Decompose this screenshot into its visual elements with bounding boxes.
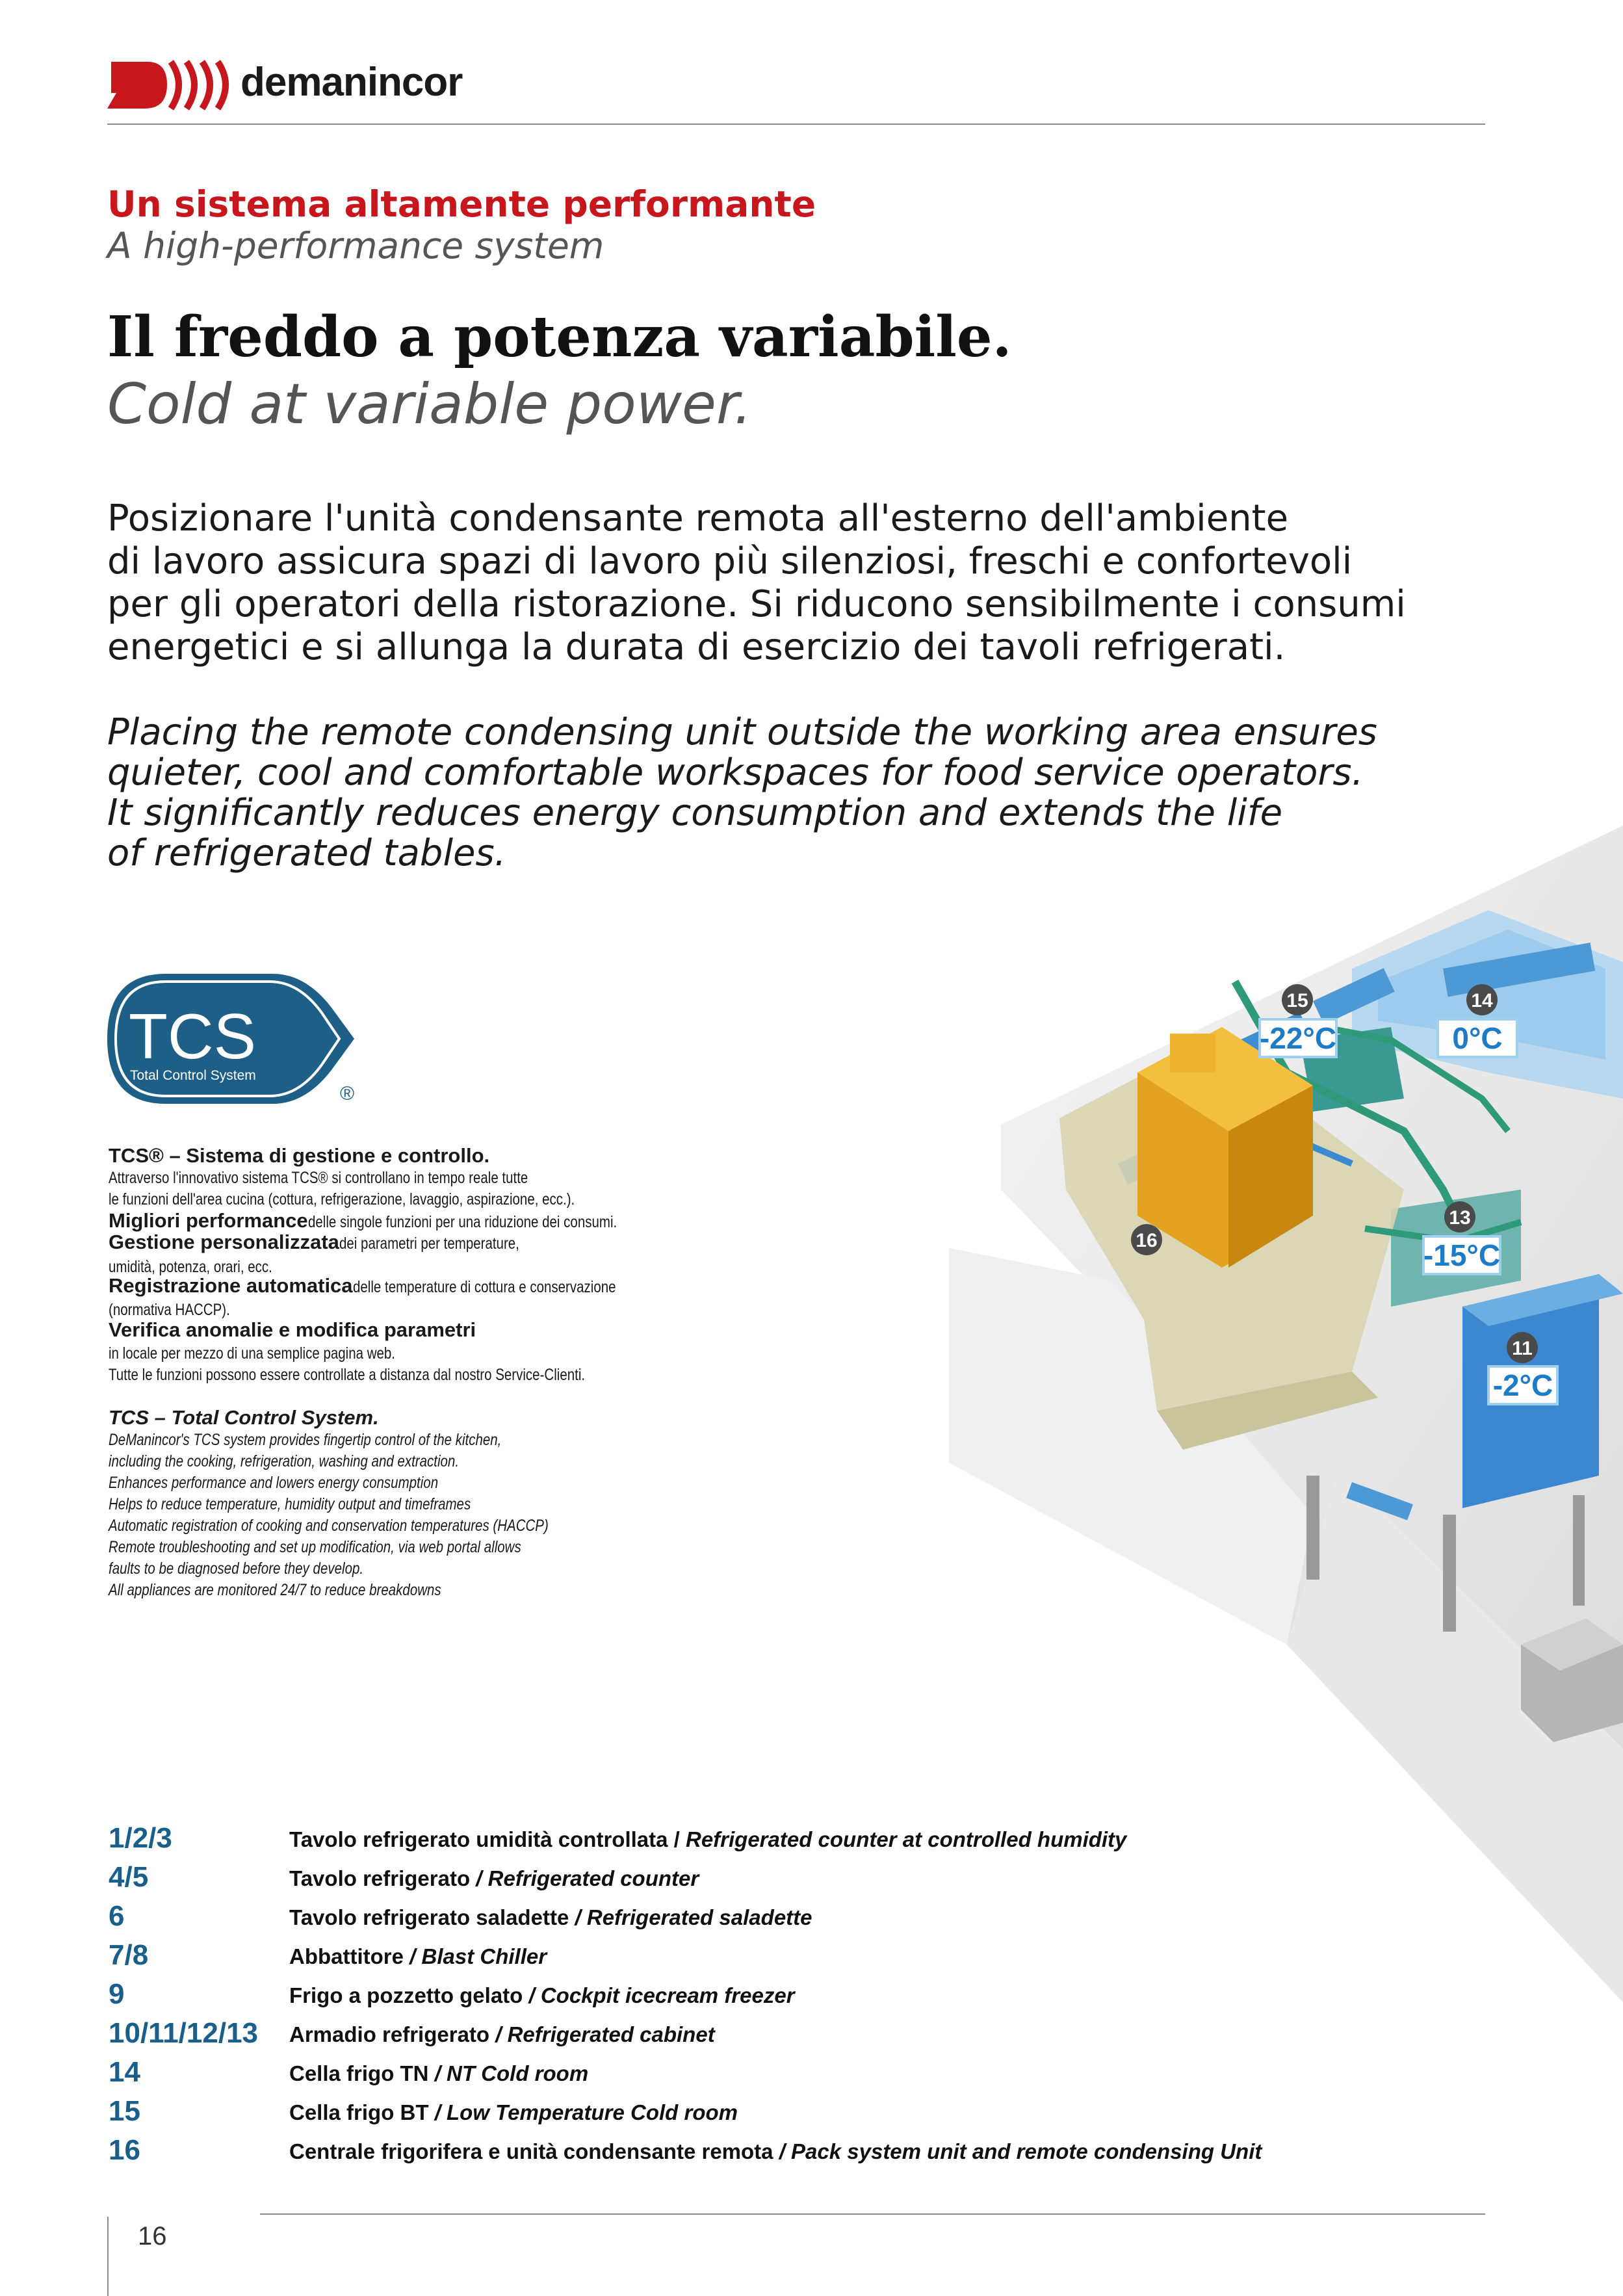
temp-label-cold-room-bt xyxy=(1260,1019,1336,1057)
footer-divider xyxy=(260,2213,1485,2215)
legend-number: 14 xyxy=(109,2056,140,2088)
legend-description xyxy=(289,1983,795,2008)
badge-16 xyxy=(1131,1224,1162,1255)
tcs-title-en: TCS – Total Control System. xyxy=(109,1406,379,1429)
legend-en: / Refrigerated cabinet xyxy=(495,2022,715,2046)
legend-description xyxy=(289,1944,547,1969)
legend-en: Refrigerated counter at controlled humidity xyxy=(685,1827,1127,1851)
legend-it: Abbattitore xyxy=(289,1944,410,1968)
svg-text:16: 16 xyxy=(1136,1230,1158,1251)
svg-text:TCS: TCS xyxy=(129,1000,256,1072)
legend-number: 15 xyxy=(109,2095,140,2127)
svg-text:14: 14 xyxy=(1471,990,1493,1011)
body-it-line: per gli operatori della ristorazione. Si riducono sensibilmente i consumi xyxy=(107,583,1406,625)
tcs-en-line: Automatic registration of cooking and conservation temperatures (HACCP) xyxy=(109,1517,549,1535)
legend-it: Tavolo refrigerato xyxy=(289,1866,476,1890)
registered-mark: ® xyxy=(340,1083,355,1104)
temp-label-cabinet-11 xyxy=(1488,1366,1557,1404)
badge-13 xyxy=(1444,1201,1475,1233)
tcs-feature-text: dei parametri per temperature, xyxy=(339,1234,519,1253)
svg-text:11: 11 xyxy=(1512,1338,1533,1359)
tcs-feature-text: in locale per mezzo di una semplice pagina web. xyxy=(109,1344,396,1363)
legend-number: 4/5 xyxy=(109,1861,149,1893)
tcs-logo xyxy=(104,967,364,1110)
legend-en: / Low Temperature Cold room xyxy=(434,2100,738,2124)
svg-text:13: 13 xyxy=(1449,1207,1471,1229)
tcs-feature-text: (normativa HACCP). xyxy=(109,1301,230,1319)
tcs-feature-text: delle temperature di cottura e conservazione xyxy=(352,1278,616,1296)
legend-description xyxy=(289,2139,1262,2164)
section-subtitle-it: Un sistema altamente performante xyxy=(107,183,816,225)
legend-en: / Refrigerated counter xyxy=(476,1866,699,1890)
brand-mark-icon xyxy=(107,55,237,117)
legend-description xyxy=(289,2022,715,2047)
brand-logo xyxy=(107,55,549,117)
legend-it: Frigo a pozzetto gelato xyxy=(289,1983,529,2007)
tcs-feature-label: Migliori performance xyxy=(109,1209,308,1232)
svg-text:-2°C: -2°C xyxy=(1492,1368,1553,1402)
legend-description xyxy=(289,2061,588,2086)
badge-11 xyxy=(1507,1332,1538,1363)
svg-text:Total Control System: Total Control System xyxy=(130,1068,256,1083)
legend-it: Tavolo refrigerato umidità controllata / xyxy=(289,1827,686,1851)
tcs-badge-icon xyxy=(104,967,364,1110)
tcs-title-it: TCS® – Sistema di gestione e controllo. xyxy=(109,1144,490,1167)
body-it-line: Posizionare l'unità condensante remota all'esterno dell'ambiente xyxy=(107,497,1289,540)
legend-description xyxy=(289,1905,812,1930)
legend-number: 1/2/3 xyxy=(109,1822,172,1854)
header-divider xyxy=(107,124,1485,125)
legend-en: / Refrigerated saladette xyxy=(575,1905,812,1929)
legend-en: / Cockpit icecream freezer xyxy=(528,1983,795,2007)
body-en-line: of refrigerated tables. xyxy=(107,832,506,874)
page-number: 16 xyxy=(138,2222,167,2250)
tcs-feature-label: Gestione personalizzata xyxy=(109,1231,339,1253)
tcs-feature-verify: Verifica anomalie e modifica parametri xyxy=(109,1318,476,1341)
tcs-en-line: All appliances are monitored 24/7 to reduce breakdowns xyxy=(109,1581,441,1599)
tcs-feature-registration xyxy=(109,1274,673,1298)
body-it-line: energetici e si allunga la durata di esercizio dei tavoli refrigerati. xyxy=(107,626,1286,668)
tcs-feature-text: delle singole funzioni per una riduzione dei consumi. xyxy=(307,1213,617,1231)
svg-text:-15°C: -15°C xyxy=(1423,1238,1501,1272)
tcs-en-line: Enhances performance and lowers energy consumption xyxy=(109,1474,439,1492)
legend-en: / Blast Chiller xyxy=(409,1944,547,1968)
headline-en: Cold at variable power. xyxy=(107,372,752,437)
tcs-en-line: DeManincor's TCS system provides fingertip control of the kitchen, xyxy=(109,1431,502,1449)
tcs-remote-text: Tutte le funzioni possono essere controllate a distanza dal nostro Service-Clienti. xyxy=(109,1366,586,1384)
tcs-en-line: faults to be diagnosed before they develop. xyxy=(109,1559,364,1578)
tcs-en-line: Helps to reduce temperature, humidity output and timeframes xyxy=(109,1495,471,1513)
legend-number: 16 xyxy=(109,2134,140,2166)
temp-label-cabinet-13 xyxy=(1423,1236,1500,1274)
legend-en: / Pack system unit and remote condensing Unit xyxy=(779,2139,1262,2163)
tcs-feature-performance xyxy=(109,1209,684,1233)
svg-text:15: 15 xyxy=(1286,990,1308,1011)
tcs-feature-text: umidità, potenza, orari, ecc. xyxy=(109,1258,272,1276)
svg-text:-22°C: -22°C xyxy=(1259,1021,1337,1055)
legend-number: 9 xyxy=(109,1978,125,2010)
tcs-intro-line: le funzioni dell'area cucina (cottura, refrigerazione, lavaggio, aspirazione, ecc.). xyxy=(109,1190,575,1208)
legend-number: 6 xyxy=(109,1900,125,1932)
legend-it: Centrale frigorifera e unità condensante remota xyxy=(289,2139,779,2163)
legend-number: 7/8 xyxy=(109,1939,149,1971)
tcs-en-line: Remote troubleshooting and set up modification, via web portal allows xyxy=(109,1538,521,1556)
legend-it: Cella frigo BT xyxy=(289,2100,435,2124)
tcs-feature-label: Registrazione automatica xyxy=(109,1274,353,1297)
kitchen-3d-render-icon xyxy=(949,826,1623,2002)
legend-description xyxy=(289,1827,1126,1852)
temp-label-cold-room-tn xyxy=(1438,1019,1517,1057)
legend-description xyxy=(289,1866,699,1891)
tcs-feature-custom xyxy=(109,1231,559,1254)
legend-it: Cella frigo TN xyxy=(289,2061,435,2085)
badge-15 xyxy=(1282,984,1313,1015)
kitchen-refrigeration-illustration xyxy=(949,826,1623,2002)
legend-it: Armadio refrigerato xyxy=(289,2022,496,2046)
svg-text:0°C: 0°C xyxy=(1452,1021,1503,1055)
footer-vertical-rule xyxy=(107,2217,109,2296)
legend-description xyxy=(289,2100,738,2125)
legend-number: 10/11/12/13 xyxy=(109,2017,259,2049)
headline-it: Il freddo a potenza variabile. xyxy=(107,304,1012,370)
body-en-line: Placing the remote condensing unit outside the working area ensures xyxy=(107,711,1377,753)
legend-it: Tavolo refrigerato saladette xyxy=(289,1905,575,1929)
badge-14 xyxy=(1466,984,1498,1015)
brand-name: demanincor xyxy=(240,60,463,105)
section-subtitle-en: A high-performance system xyxy=(107,225,604,267)
body-en-line: quieter, cool and comfortable workspaces for food service operators. xyxy=(107,751,1364,794)
tcs-intro-line: Attraverso l'innovativo sistema TCS® si controllano in tempo reale tutte xyxy=(109,1169,528,1187)
body-en-line: It significantly reduces energy consumption and extends the life xyxy=(107,792,1283,834)
legend-en: / NT Cold room xyxy=(434,2061,589,2085)
body-it-line: di lavoro assicura spazi di lavoro più silenziosi, freschi e confortevoli xyxy=(107,540,1353,582)
tcs-en-line: including the cooking, refrigeration, washing and extraction. xyxy=(109,1452,460,1470)
